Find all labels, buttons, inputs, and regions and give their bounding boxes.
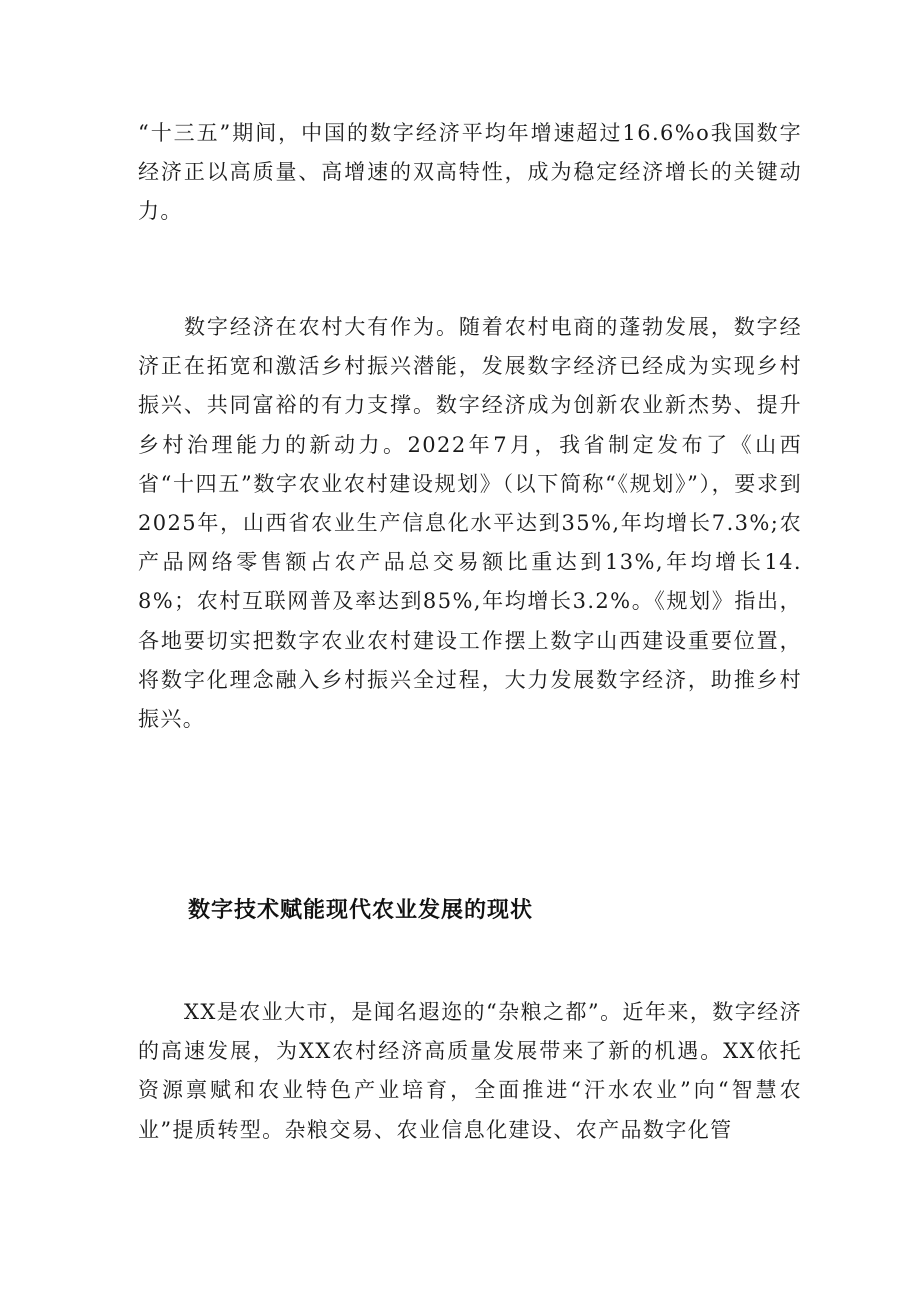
section-heading: 数字技术赋能现代农业发展的现状 xyxy=(188,898,534,923)
paragraph-rural-digital-economy: 数字经济在农村大有作为。随着农村电商的蓬勃发展，数字经济正在拓宽和激活乡村振兴潜能，发展数字经济已经成为实现乡村振兴、共同富裕的有力支撑。数字经济成为创新农业新杰势、提升乡村治理能力的新动力。2022年7月，我省制定发布了《山西省“十四五”数字农业农村建设规划》（以下简称“《规划》”），要求到2025年，山西省农业生产信息化水平达到35%,年均增长7.3%;农产品网络零售额占农产品总交易额比重达到13%,年均增长14.8%；农村互联网普及率达到85%,年均增长3.2%。《规划》指出，各地要切实把数字农业农村建设工作摆上数字山西建设重要位置，将数字化理念融入乡村振兴全过程，大力发展数字经济，助推乡村振兴。 xyxy=(138,315,802,732)
paragraph-xx-agriculture: XX是农业大市，是闻名遐迩的“杂粮之都”。近年来，数字经济的高速发展，为XX农村经济高质量发展带来了新的机遇。XX依托资源禀赋和农业特色产业培育，全面推进“汗水农业”向“智慧农业”提质转型。杂粮交易、农业信息化建设、农产品数字化管 xyxy=(138,1000,802,1142)
paragraph-digital-economy-growth: “十三五”期间，中国的数字经济平均年增速超过16.6%o我国数字经济正以高质量、高增速的双高特性，成为稳定经济增长的关键动力。 xyxy=(138,121,802,224)
